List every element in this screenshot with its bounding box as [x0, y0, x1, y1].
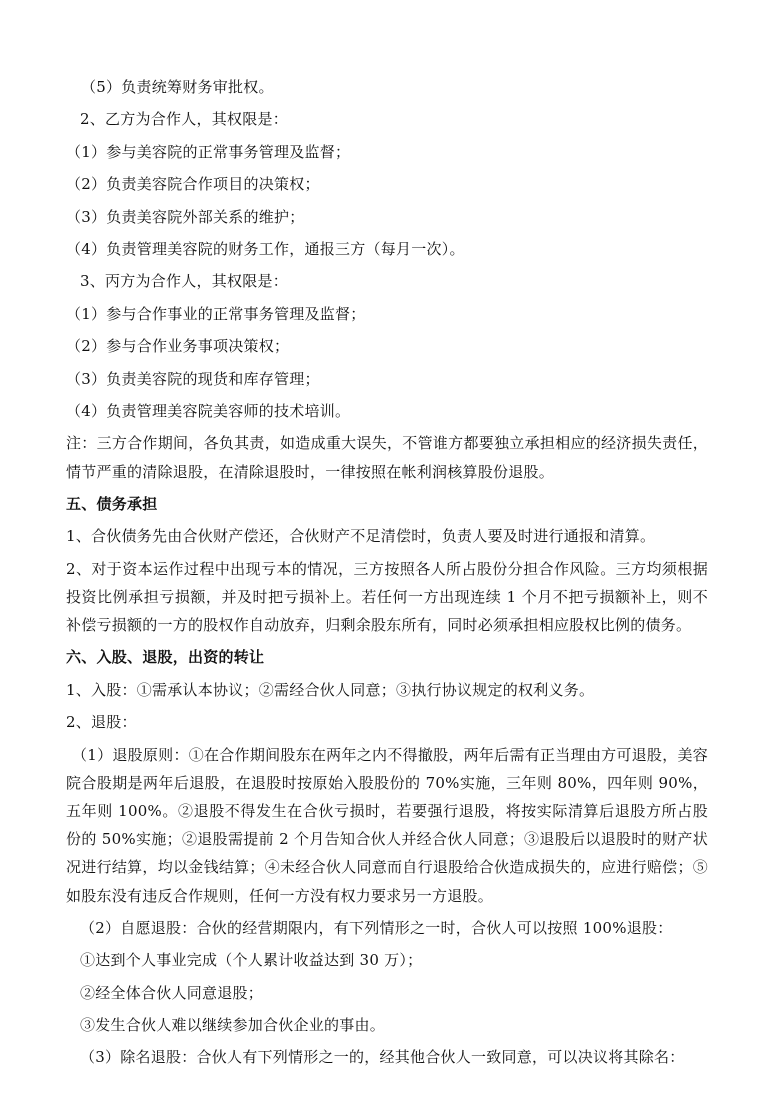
body-paragraph: 1、合伙债务先由合伙财产偿还，合伙财产不足清偿时，负责人要及时进行通报和清算。: [66, 527, 656, 546]
list-item: （3）负责美容院的现货和库存管理；: [66, 369, 320, 388]
list-item: （1）参与美容院的正常事务管理及监督；: [66, 142, 351, 161]
subsection-title: 3、丙方为合作人，其权限是：: [80, 272, 289, 291]
list-item: （1）参与合作事业的正常事务管理及监督；: [66, 304, 366, 323]
list-item: ①达到个人事业完成（个人累计收益达到 30 万）；: [80, 951, 423, 970]
section-heading-shares: 六、入股、退股，出资的转让: [66, 648, 265, 667]
body-paragraph: 1、入股：①需承认本协议；②需经合伙人同意；③执行协议规定的权利义务。: [66, 680, 595, 699]
body-paragraph: （1）退股原则：①在合作期间股东在两年之内不得撤股，两年后需有正当理由方可退股，美容院合股期是两年后退股，在退股时按原始入股股份的 70%实施，三年则 80%，四年则 90%，五年则 100%。②退股不得发生在合伙亏损时，若要强行退股，将按实际清算后退股方所占股份的 50%实施；②退股需提前 2 个月告知合伙人并经合伙人同意；③退股后以退股时的财产状况进行结算，均以金钱结算；④未经合伙人同意而自行退股给合伙造成损失的，应进行赔偿；⑤如股东没有违反合作规则，任何一方没有权力要求另一方退股。: [66, 745, 708, 905]
list-item: ③发生合伙人难以继续参加合伙企业的事由。: [80, 1015, 386, 1034]
list-item: （3）除名退股：合伙人有下列情形之一的，经其他合伙人一致同意，可以决议将其除名：: [80, 1048, 685, 1067]
note-paragraph: 注：三方合作期间，各负其责，如造成重大误失，不管谁方都要独立承担相应的经济损失责任，情节严重的清除退股，在清除退股时，一律按照在帐利润核算股份退股。: [66, 434, 708, 481]
body-paragraph: 2、对于资本运作过程中出现亏本的情况，三方按照各人所占股份分担合作风险。三方均须根据投资比例承担亏损额，并及时把亏损补上。若任何一方出现连续 1 个月不把亏损额补上，则不补偿亏损额的一方的股权作自动放弃，归剩余股东所有，同时必须承担相应股权比例的债务。: [66, 559, 708, 635]
list-item: （4）负责管理美容院的财务工作，通报三方（每月一次）。: [66, 240, 465, 259]
list-item: （4）负责管理美容院美容师的技术培训。: [66, 402, 351, 421]
list-item: （2）自愿退股：合伙的经营期限内，有下列情形之一时，合伙人可以按照 100%退股：: [80, 918, 673, 937]
section-heading-debt: 五、债务承担: [66, 494, 158, 513]
list-item: （3）负责美容院外部关系的维护；: [66, 207, 305, 226]
list-item: （2）参与合作业务事项决策权；: [66, 337, 290, 356]
list-item: （5）负责统筹财务审批权。: [81, 78, 274, 96]
body-paragraph: 2、退股：: [66, 713, 137, 732]
subsection-title: 2、乙方为合作人，其权限是：: [80, 110, 289, 129]
list-item: （2）负责美容院合作项目的决策权；: [66, 175, 320, 194]
list-item: ②经全体合伙人同意退股；: [80, 983, 264, 1002]
